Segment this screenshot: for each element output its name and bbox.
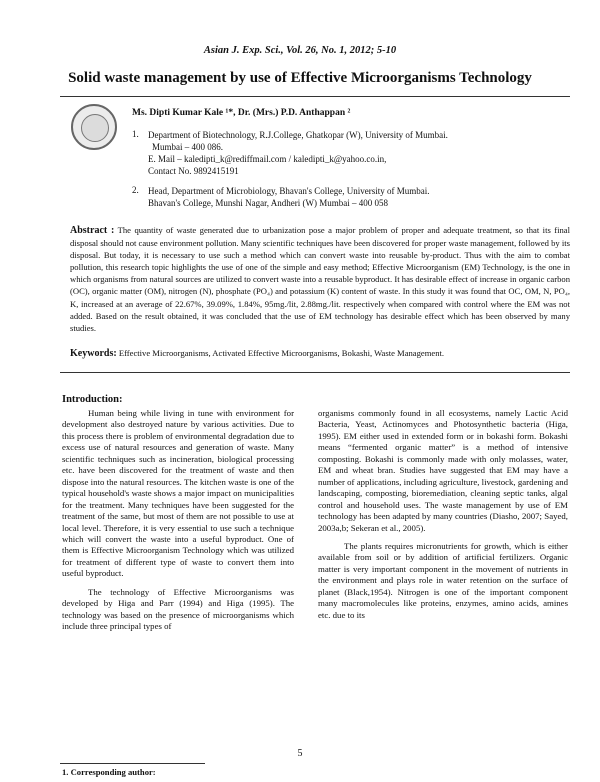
abstract-label: Abstract : (70, 225, 115, 236)
affiliation-1 (148, 129, 568, 177)
intro-paragraph: organisms commonly found in all ecosystems, namely Lactic Acid Bacteria, Yeast, Actinomyces and Photosynthetic bacteria (Higa, 1995). EM either used in extended form or in bokashi form. Bokashi means “fermented organic matter” is a method of intensive composting. Bokashi is commonly made with only molasses, water, EM and wheat bran. Studies have suggested that EM may have a number of applications, including agriculture, livestock, gardening and landscaping, composting, bioremediation, cleaning septic tanks, algal control and household uses. The waste management by use of EM technology has been adapted by many countries (Diasho, 2007; Sayed, 2003a,b; Sekeran et al., 2005). (318, 408, 568, 533)
keywords-label: Keywords: (70, 348, 117, 359)
author-line: Ms. Dipti Kumar Kale ¹*, Dr. (Mrs.) P.D. Anthappan ² (132, 108, 351, 118)
affiliation-1-line: E. Mail – kaledipti_k@rediffmail.com / kaledipti_k@yahoo.co.in, (148, 154, 387, 164)
right-column (318, 408, 568, 621)
abstract-text: The quantity of waste generated due to urbanization pose a major problem of proper and adequate treatment, so that its final disposal should not cause environment pollution. Many scientific techniques have been discovered for proper waste management, followed by its disposal. But today, it is necessary to use such a method which can convert waste into reusable by-product. Thus with the aim to combat pollution, this research topic highlights the use of one of the simple and easy method; Effective Microorganism (EM) Technology, is the one in which organisms from natural sources are utilized to convert waste into a reusable byproduct. It has desirable effect of increase in organic carbon (OC), organic matter (OM), nitrogen (N), phosphate (PO₄) and potassium (K) content of waste. In this study it was found that OC, OM, N, PO₄, K, increased at an average of 22.67%, 39.09%, 1.84%, 95mg./lit, 2.88mg./lit. respectively when compared with control where the EM was not added. Based on the result obtained, it was concluded that the use of EM technology has desirable effect which has been observed by many studies. (70, 225, 570, 333)
footnote (62, 767, 156, 777)
affiliation-1-number: 1. (132, 129, 139, 139)
affiliation-1-line: Department of Biotechnology, R.J.College, Ghatkopar (W), University of Mumbai. (148, 130, 448, 140)
intro-paragraph: The plants requires micronutrients for growth, which is either available from soil or by addition of artificial fertilizers. Organic matter is very important component in the movement of nutrients in the environment and plays role in water retention on the surface of planet (Black,1954). Nitrogen is one of the important component many macromolecules like proteins, enzymes, amino acids, amines etc. due to its (318, 540, 568, 620)
footnote-text: 1. Corresponding author: (62, 767, 156, 777)
paper-title: Solid waste management by use of Effective Microorganisms Technology (68, 70, 532, 86)
introduction-heading: Introduction: (62, 394, 123, 405)
college-seal-logo (71, 104, 117, 150)
intro-paragraph: Human being while living in tune with environment for development also destroyed nature by various activities. Due to this process there is problem of environmental degradation due to excess use of natural resources and generation of waste. Many scientific techniques such as incineration, biological processing etc. have been discovered for the treatment of waste and then dispose into the natural resources. The kitchen waste is one of the typical household's waste shows a major impact on municipalities for the treatment. Many techniques have been suggested for the treatment of the same, but most of them are not possible to use at local level. Therefore, it is very essential to use such a technique which will convert the waste into a useful byproduct. One of them is Effective Microorganism Technology which was utilized for treatment of different type of waste to convert them into useful byproduct. (62, 408, 294, 579)
page-number: 5 (297, 748, 303, 759)
affiliation-2-number: 2. (132, 185, 139, 195)
affiliation-1-line: Contact No. 9892415191 (148, 166, 239, 176)
keywords (70, 348, 570, 359)
intro-paragraph: The technology of Effective Microorganisms was developed by Higa and Parr (1994) and Higa (1995). The technology was based on the presence of microorganisms which include three principal types of (62, 586, 294, 632)
affiliation-2 (148, 185, 568, 209)
footnote-rule (60, 763, 205, 764)
title-rule (60, 96, 570, 97)
keywords-rule (60, 372, 570, 373)
left-column (62, 408, 294, 633)
affiliation-2-line: Head, Department of Microbiology, Bhavan's College, University of Mumbai. (148, 186, 430, 196)
affiliation-1-line: Mumbai – 400 086. (152, 142, 223, 152)
abstract (70, 224, 570, 334)
affiliation-2-line: Bhavan's College, Munshi Nagar, Andheri (W) Mumbai – 400 058 (148, 198, 388, 208)
journal-citation: Asian J. Exp. Sci., Vol. 26, No. 1, 2012; 5-10 (203, 45, 397, 56)
keywords-text: Effective Microorganisms, Activated Effective Microorganisms, Bokashi, Waste Management. (118, 348, 445, 358)
